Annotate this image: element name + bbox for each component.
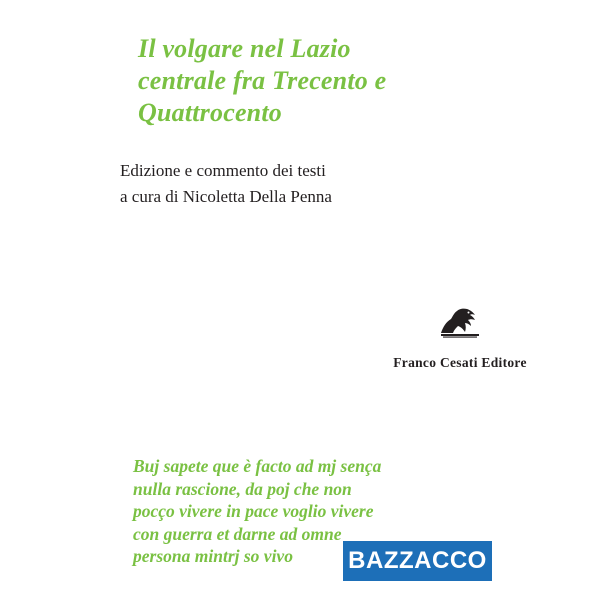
publisher-block — [370, 305, 550, 371]
series-badge — [343, 541, 492, 581]
quote-line-2: nulla rascione, da poj che non — [133, 478, 352, 499]
quote-line-4: con guerra et darne ad omne — [133, 523, 342, 544]
series-badge-label: BAZZACCO — [348, 547, 487, 574]
subtitle-line-1: Edizione e commento dei testi — [120, 161, 326, 180]
title-line-2: centrale fra Trecento e — [138, 66, 387, 95]
book-subtitle — [120, 158, 560, 210]
left-margin-band — [0, 0, 17, 600]
griffin-logo-icon — [437, 305, 483, 339]
quote-line-1: Buj sapete que è facto ad mj sença — [133, 456, 382, 476]
quote-line-3: pocço vivere in pace voglio vivere — [133, 501, 374, 521]
title-line-1: Il volgare nel Lazio — [138, 34, 351, 63]
title-line-3: Quattrocento — [138, 98, 282, 127]
subtitle-line-2: a cura di Nicoletta Della Penna — [120, 187, 332, 206]
publisher-name: Franco Cesati Editore — [393, 355, 527, 370]
quote-line-5: persona mintrj so vivo — [133, 546, 293, 566]
book-title — [138, 33, 558, 129]
